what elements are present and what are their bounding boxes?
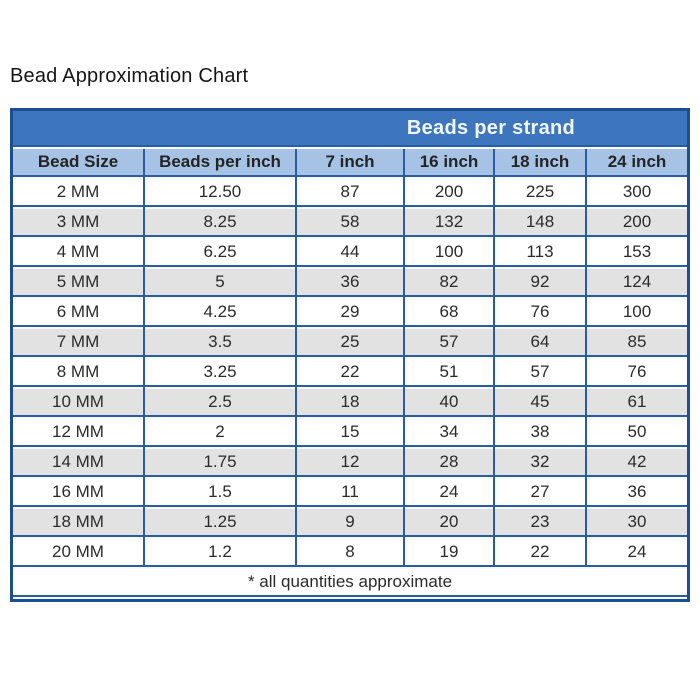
bead-count-cell: 28 [405, 449, 493, 475]
bead-count-cell: 61 [587, 389, 687, 415]
bead-count-cell: 100 [587, 299, 687, 325]
bead-count-cell: 12 [297, 449, 403, 475]
column-header-24-inch: 24 inch [587, 149, 687, 175]
bead-count-cell: 132 [405, 209, 493, 235]
bead-count-cell: 32 [495, 449, 585, 475]
bead-count-cell: 76 [495, 299, 585, 325]
bead-count-cell: 8.25 [145, 209, 295, 235]
bead-count-cell: 4.25 [145, 299, 295, 325]
bead-count-cell: 200 [587, 209, 687, 235]
bead-count-cell: 29 [297, 299, 403, 325]
bead-count-cell: 1.75 [145, 449, 295, 475]
bead-count-cell: 3.25 [145, 359, 295, 385]
bead-count-cell: 85 [587, 329, 687, 355]
bead-count-cell: 38 [495, 419, 585, 445]
bead-count-cell: 57 [495, 359, 585, 385]
bead-count-cell: 225 [495, 179, 585, 205]
bead-count-cell: 8 [297, 539, 403, 565]
group-header-spacer [13, 111, 295, 145]
bead-size-cell: 2 MM [13, 179, 143, 205]
bead-count-cell: 22 [495, 539, 585, 565]
bead-count-cell: 44 [297, 239, 403, 265]
bead-size-cell: 12 MM [13, 419, 143, 445]
bead-size-cell: 7 MM [13, 329, 143, 355]
bead-count-cell: 300 [587, 179, 687, 205]
bead-count-cell: 64 [495, 329, 585, 355]
bead-count-cell: 1.25 [145, 509, 295, 535]
bead-count-cell: 50 [587, 419, 687, 445]
column-header-7-inch: 7 inch [297, 149, 403, 175]
table-footnote: * all quantities approximate [13, 569, 687, 597]
page-title: Bead Approximation Chart [10, 65, 249, 87]
bead-count-cell: 30 [587, 509, 687, 535]
bead-count-cell: 87 [297, 179, 403, 205]
column-header-18-inch: 18 inch [495, 149, 585, 175]
bead-count-cell: 5 [145, 269, 295, 295]
bead-count-cell: 124 [587, 269, 687, 295]
bead-count-cell: 24 [587, 539, 687, 565]
bead-size-cell: 14 MM [13, 449, 143, 475]
bead-count-cell: 6.25 [145, 239, 295, 265]
bead-count-cell: 148 [495, 209, 585, 235]
bead-count-cell: 76 [587, 359, 687, 385]
bead-count-cell: 1.2 [145, 539, 295, 565]
bead-size-cell: 10 MM [13, 389, 143, 415]
bead-count-cell: 51 [405, 359, 493, 385]
bead-count-cell: 11 [297, 479, 403, 505]
bead-count-cell: 22 [297, 359, 403, 385]
table-grid [13, 149, 687, 567]
bead-count-cell: 68 [405, 299, 493, 325]
bead-count-cell: 9 [297, 509, 403, 535]
column-divider [295, 149, 297, 567]
bead-size-cell: 18 MM [13, 509, 143, 535]
bead-count-cell: 27 [495, 479, 585, 505]
bead-count-cell: 153 [587, 239, 687, 265]
bead-count-cell: 25 [297, 329, 403, 355]
column-header-bead-size: Bead Size [13, 149, 143, 175]
table-group-header-band [13, 111, 687, 147]
bead-count-cell: 92 [495, 269, 585, 295]
bead-count-cell: 1.5 [145, 479, 295, 505]
bead-size-cell: 3 MM [13, 209, 143, 235]
bead-approximation-table [10, 108, 690, 602]
bead-size-cell: 4 MM [13, 239, 143, 265]
bead-count-cell: 113 [495, 239, 585, 265]
group-header-label: Beads per strand [406, 117, 576, 139]
column-divider [585, 149, 587, 567]
bead-size-cell: 8 MM [13, 359, 143, 385]
bead-count-cell: 24 [405, 479, 493, 505]
bead-count-cell: 42 [587, 449, 687, 475]
bead-count-cell: 3.5 [145, 329, 295, 355]
bead-size-cell: 16 MM [13, 479, 143, 505]
bead-count-cell: 40 [405, 389, 493, 415]
bead-count-cell: 200 [405, 179, 493, 205]
bead-size-cell: 20 MM [13, 539, 143, 565]
bead-count-cell: 45 [495, 389, 585, 415]
bead-count-cell: 2.5 [145, 389, 295, 415]
bead-count-cell: 34 [405, 419, 493, 445]
bead-count-cell: 12.50 [145, 179, 295, 205]
bead-count-cell: 23 [495, 509, 585, 535]
column-header-16-inch: 16 inch [405, 149, 493, 175]
column-header-beads-per-inch: Beads per inch [145, 149, 295, 175]
bead-size-cell: 6 MM [13, 299, 143, 325]
bead-count-cell: 19 [405, 539, 493, 565]
bead-count-cell: 57 [405, 329, 493, 355]
bead-count-cell: 2 [145, 419, 295, 445]
bead-count-cell: 36 [297, 269, 403, 295]
bead-count-cell: 82 [405, 269, 493, 295]
bead-count-cell: 36 [587, 479, 687, 505]
column-divider [403, 149, 405, 567]
bead-count-cell: 58 [297, 209, 403, 235]
column-divider [143, 149, 145, 567]
bead-count-cell: 100 [405, 239, 493, 265]
bead-size-cell: 5 MM [13, 269, 143, 295]
bead-count-cell: 18 [297, 389, 403, 415]
bead-count-cell: 20 [405, 509, 493, 535]
bead-count-cell: 15 [297, 419, 403, 445]
column-divider [493, 149, 495, 567]
